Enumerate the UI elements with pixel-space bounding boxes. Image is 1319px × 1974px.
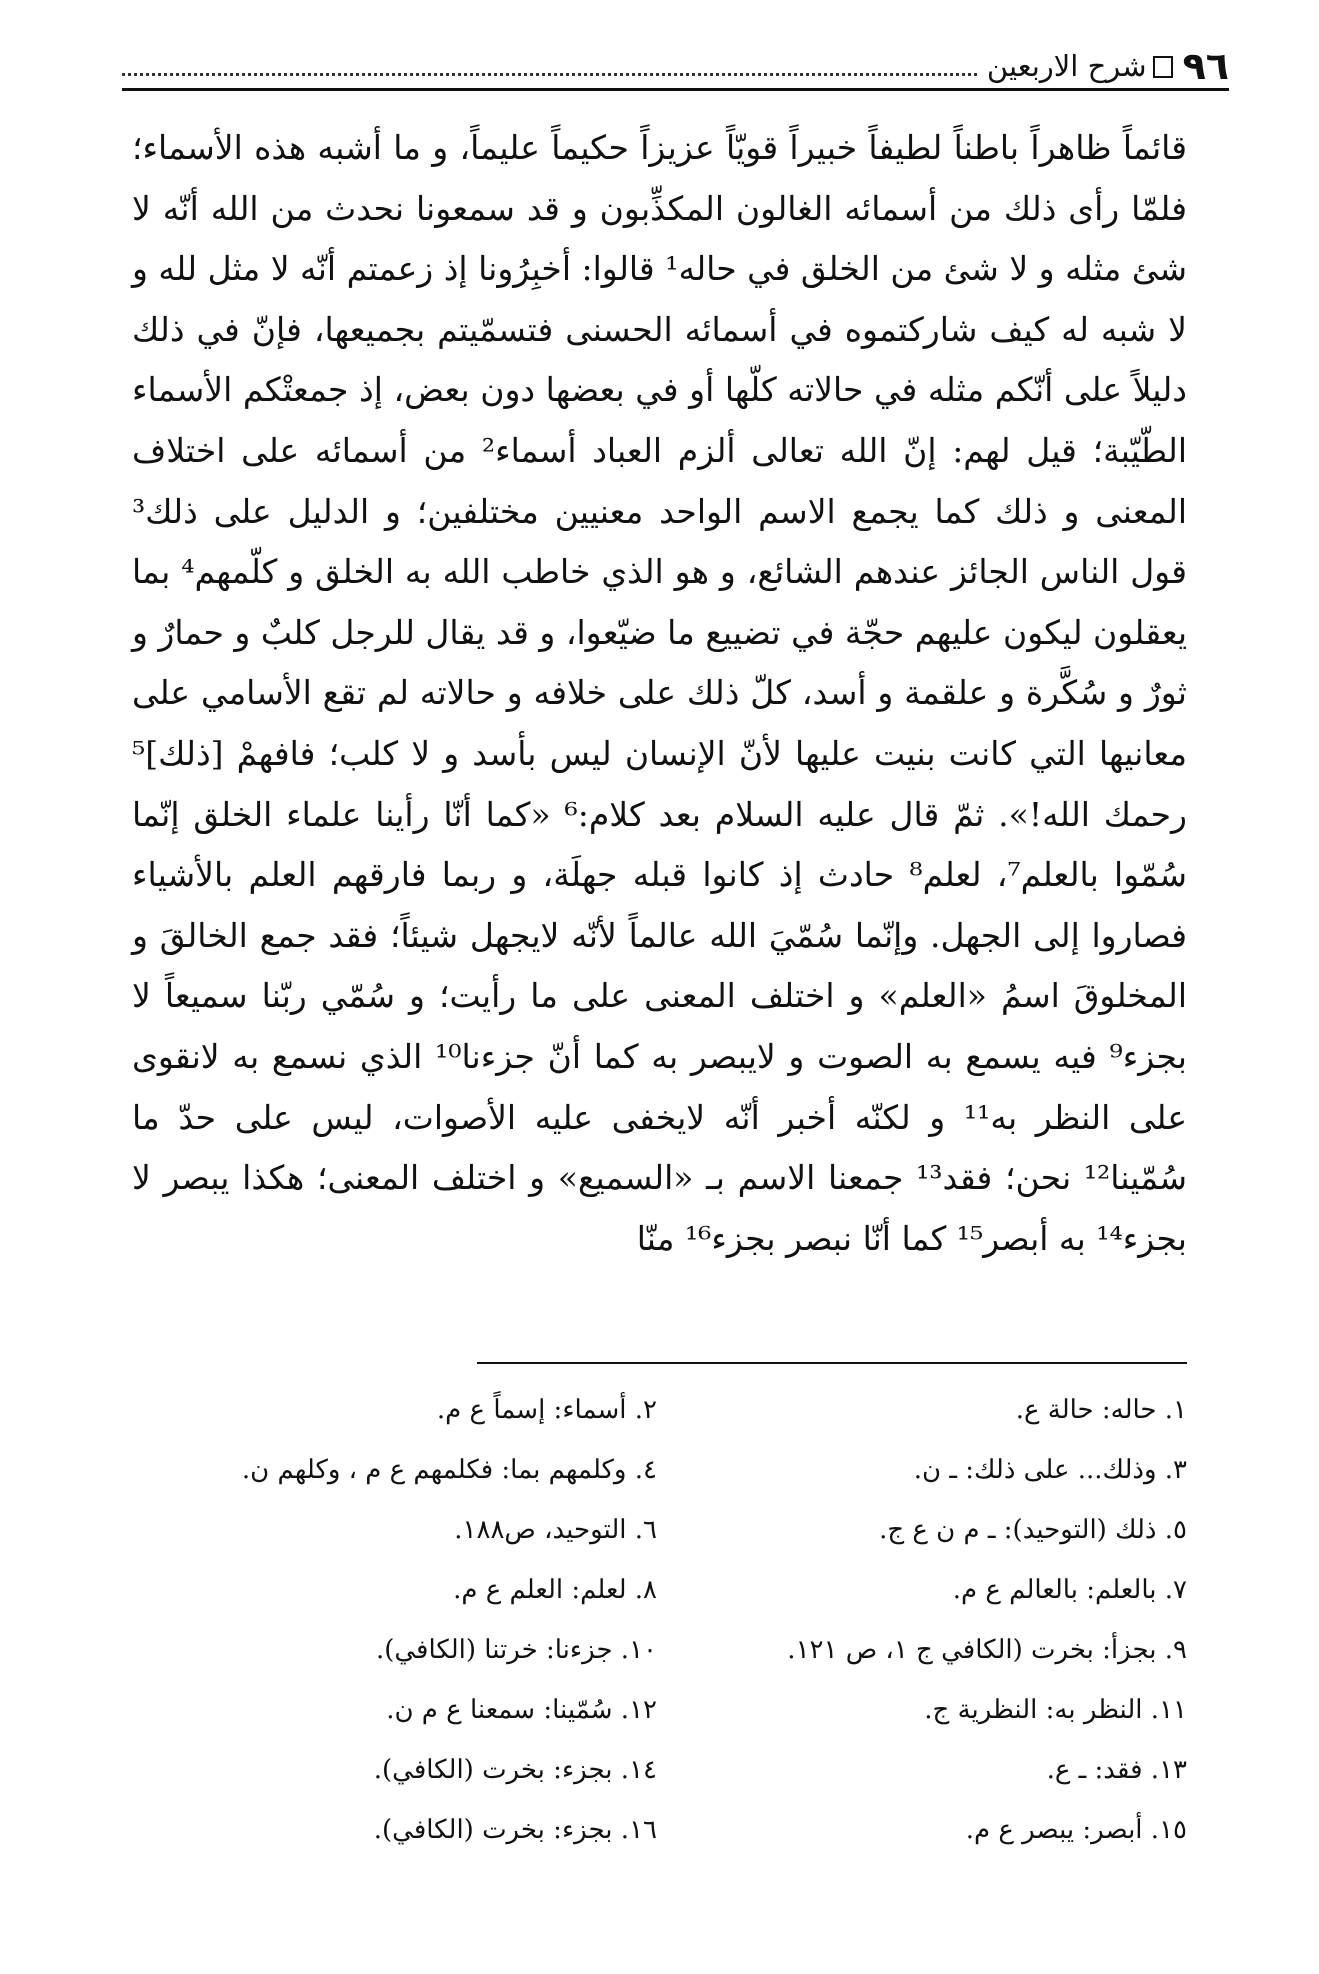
footnotes <box>137 1380 1187 1860</box>
footnote-8: ٨. لعلم: العلم ع م. <box>453 1575 657 1605</box>
footnote-13: ١٣. فقد: ـ ع. <box>1046 1755 1187 1785</box>
footnote-10: ١٠. جزءنا: خرتنا (الكافي). <box>375 1635 657 1665</box>
main-text <box>132 118 1187 1269</box>
page-header <box>122 38 1229 91</box>
footnote-4: ٤. وكلمهم بما: فكلمهم ع م ، وكلهم ن. <box>241 1455 657 1485</box>
footnote-2: ٢. أسماء: إسماً ع م. <box>436 1395 657 1425</box>
header-square-icon <box>1153 56 1173 78</box>
footnote-12: ١٢. سُمّينا: سمعنا ع م ن. <box>386 1695 657 1725</box>
footnote-14: ١٤. بجزء: بخرت (الكافي). <box>373 1755 657 1785</box>
footnote-15: ١٥. أبصر: يبصر ع م. <box>965 1815 1187 1845</box>
footnote-5: ٥. ذلك (التوحيد): ـ م ن ع ج. <box>879 1515 1187 1545</box>
page-number: ٩٦ <box>1182 44 1229 88</box>
footnote-7: ٧. بالعلم: بالعالم ع م. <box>952 1575 1187 1605</box>
footnote-3: ٣. وذلك... على ذلك: ـ ن. <box>913 1455 1187 1485</box>
footnote-16: ١٦. بجزء: بخرت (الكافي). <box>373 1815 657 1845</box>
footnote-divider <box>477 1362 1187 1364</box>
main-paragraph: قائماً ظاهراً باطناً لطيفاً خبيراً قويّاً عزيزاً حكيماً عليماً، و ما أشبه هذه الأسماء؛ فلمّا رأى ذلك من أسمائه الغالون المكذِّبون و قد سمعونا نحدث من الله أنّه لا شئ مثله و لا شئ من الخلق في حاله¹ قالوا: أخبِرُونا إذ زعمتم أنّه لا مثل لله و لا شبه له كيف شاركتموه في أسمائه الحسنى فتسمّيتم بجميعها، فإنّ في ذلك دليلاً على أنّكم مثله في حالاته كلّها أو في بعضها دون بعض، إذ جمعتْكم الأسماء الطّيّبة؛ قيل لهم: إنّ الله تعالى ألزم العباد أسماء² من أسمائه على اختلاف المعنى و ذلك كما يجمع الاسم الواحد معنيين مختلفين؛ و الدليل على ذلك³ قول الناس الجائز عندهم الشائع، و هو الذي خاطب الله به الخلق و كلّمهم⁴ بما يعقلون ليكون عليهم حجّة في تضييع ما ضيّعوا، و قد يقال للرجل كلبٌ و حمارٌ و ثورٌ و سُكَّرة و علقمة و أسد، كلّ ذلك على خلافه و حالاته لم تقع الأسامي على معانيها التي كانت بنيت عليها لأنّ الإنسان ليس بأسد و لا كلب؛ فافهمْ [ذلك]⁵ رحمك الله!». ثمّ قال عليه السلام بعد كلام:⁶ «كما أنّا رأينا علماء الخلق إنّما سُمّوا بالعلم⁷، لعلم⁸ حادث إذ كانوا قبله جهلَة، و ربما فارقهم العلم بالأشياء فصاروا إلى الجهل. وإنّما سُمّيَ الله عالماً لأنّه لايجهل شيئاً؛ فقد جمع الخالقَ و المخلوقَ اسمُ «العلم» و اختلف المعنى على ما رأيت؛ و سُمّي ربّنا سميعاً لا بجزء⁹ فيه يسمع به الصوت و لايبصر به كما أنّ جزءنا¹⁰ الذي نسمع به لانقوى على النظر به¹¹ و لكنّه أخبر أنّه لايخفى عليه الأصوات، ليس على حدّ ما سُمّينا¹² نحن؛ فقد¹³ جمعنا الاسم بـ «السميع» و اختلف المعنى؛ هكذا يبصر لا بجزء¹⁴ به أبصر¹⁵ كما أنّا نبصر بجزء¹⁶ منّا <box>132 128 1188 1258</box>
footnote-11: ١١. النظر به: النظرية ج. <box>924 1695 1187 1725</box>
header-dotted-leader <box>122 72 977 76</box>
running-title: شرح الاربعين <box>986 49 1147 83</box>
footnote-1: ١. حاله: حالة ع. <box>1015 1395 1187 1425</box>
footnote-6: ٦. التوحيد، ص١٨٨. <box>454 1515 657 1545</box>
footnote-9: ٩. بجزأ: بخرت (الكافي ج ١، ص ١٢١. <box>787 1635 1187 1665</box>
